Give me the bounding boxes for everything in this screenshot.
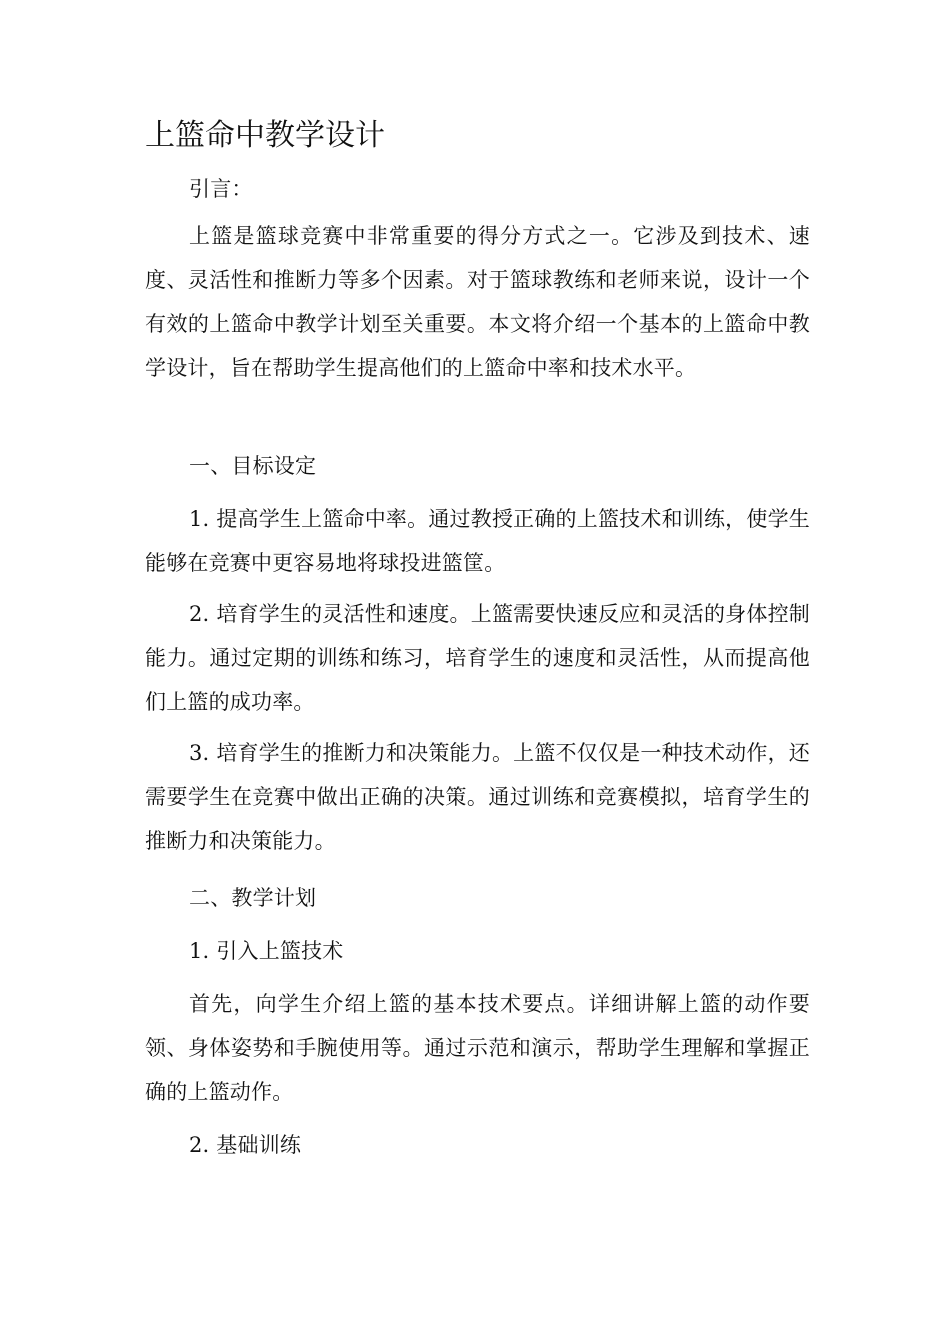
section-heading-goals: 一、目标设定 bbox=[189, 454, 317, 478]
paragraph-intro-body: 上篮是篮球竞赛中非常重要的得分方式之一。它涉及到技术、速度、灵活性和推断力等多个因素。对于篮球教练和老师来说，设计一个有效的上篮命中教学计划至关重要。本文将介绍一个基本的上篮命中教学设计，旨在帮助学生提高他们的上篮命中率和技术水平。 bbox=[145, 224, 810, 380]
paragraph-goal-1: 1. 提高学生上篮命中率。通过教授正确的上篮技术和训练，使学生能够在竞赛中更容易地将球投进篮筐。 bbox=[145, 507, 810, 575]
document-title: 上篮命中教学设计 bbox=[145, 118, 385, 153]
paragraph-plan-item-1: 1. 引入上篮技术 bbox=[189, 939, 344, 963]
paragraph-plan-item-1-body: 首先，向学生介绍上篮的基本技术要点。详细讲解上篮的动作要领、身体姿势和手腕使用等。通过示范和演示，帮助学生理解和掌握正确的上篮动作。 bbox=[145, 992, 810, 1104]
section-heading-plan: 二、教学计划 bbox=[189, 886, 317, 910]
paragraph-goal-2: 2. 培育学生的灵活性和速度。上篮需要快速反应和灵活的身体控制能力。通过定期的训练和练习，培育学生的速度和灵活性，从而提高他们上篮的成功率。 bbox=[145, 602, 810, 714]
paragraph-intro-heading: 引言： bbox=[189, 177, 253, 201]
paragraph-goal-3: 3. 培育学生的推断力和决策能力。上篮不仅仅是一种技术动作，还需要学生在竞赛中做出正确的决策。通过训练和竞赛模拟，培育学生的推断力和决策能力。 bbox=[145, 741, 810, 853]
paragraph-plan-item-2: 2. 基础训练 bbox=[189, 1133, 302, 1157]
